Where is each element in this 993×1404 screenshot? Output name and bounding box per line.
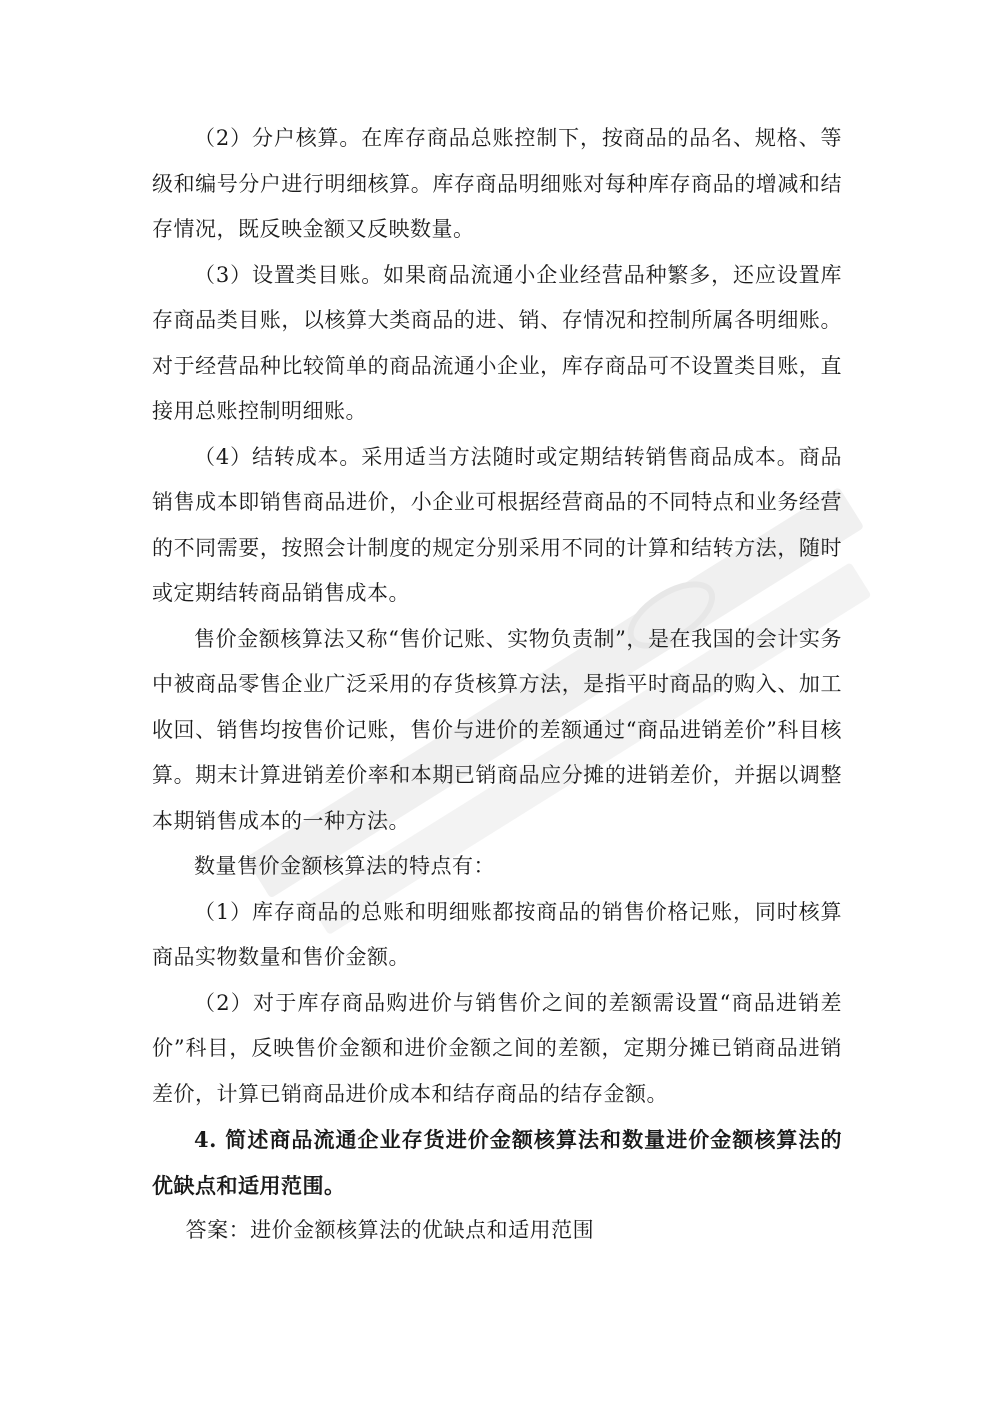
paragraph-retail-price-method: 售价金额核算法又称“售价记账、实物负责制”，是在我国的会计实务中被商品零售企业广泛采用的存货核算方法，是指平时商品的购入、加工收回、销售均按售价记账，售价与进价的差额通过“商品进销差价”科目核算。期末计算进销差价率和本期已销商品应分摊的进销差价，并据以调整本期销售成本的一种方法。: [152, 626, 842, 833]
paragraph-subaccount-accounting: （2）分户核算。在库存商品总账控制下，按商品的品名、规格、等级和编号分户进行明细核算。库存商品明细账对每种库存商品的增减和结存情况，既反映金额又反映数量。: [152, 126, 842, 241]
body-text: [152, 116, 842, 1254]
paragraph-carry-forward-cost: （4）结转成本。采用适当方法随时或定期结转销售商品成本。商品销售成本即销售商品进价，小企业可根据经营商品的不同特点和业务经营的不同需要，按照会计制度的规定分别采用不同的计算和结转方法，随时或定期结转商品销售成本。: [152, 444, 842, 605]
question-heading: 4. 简述商品流通企业存货进价金额核算法和数量进价金额核算法的优缺点和适用范围。: [152, 1127, 842, 1198]
paragraph-features-intro: 数量售价金额核算法的特点有：: [194, 854, 495, 878]
paragraph-feature-1: （1）库存商品的总账和明细账都按商品的销售价格记账，同时核算商品实物数量和售价金额。: [152, 899, 842, 969]
answer-line: 答案：进价金额核算法的优缺点和适用范围: [185, 1218, 595, 1242]
paragraph-category-account: （3）设置类目账。如果商品流通小企业经营品种繁多，还应设置库存商品类目账，以核算大类商品的进、销、存情况和控制所属各明细账。对于经营品种比较简单的商品流通小企业，库存商品可不设置类目账，直接用总账控制明细账。: [152, 262, 842, 423]
paragraph-feature-2: （2）对于库存商品购进价与销售价之间的差额需设置“商品进销差价”科目，反映售价金额和进价金额之间的差额，定期分摊已销商品进销差价，计算已销商品进价成本和结存商品的结存金额。: [152, 990, 842, 1106]
